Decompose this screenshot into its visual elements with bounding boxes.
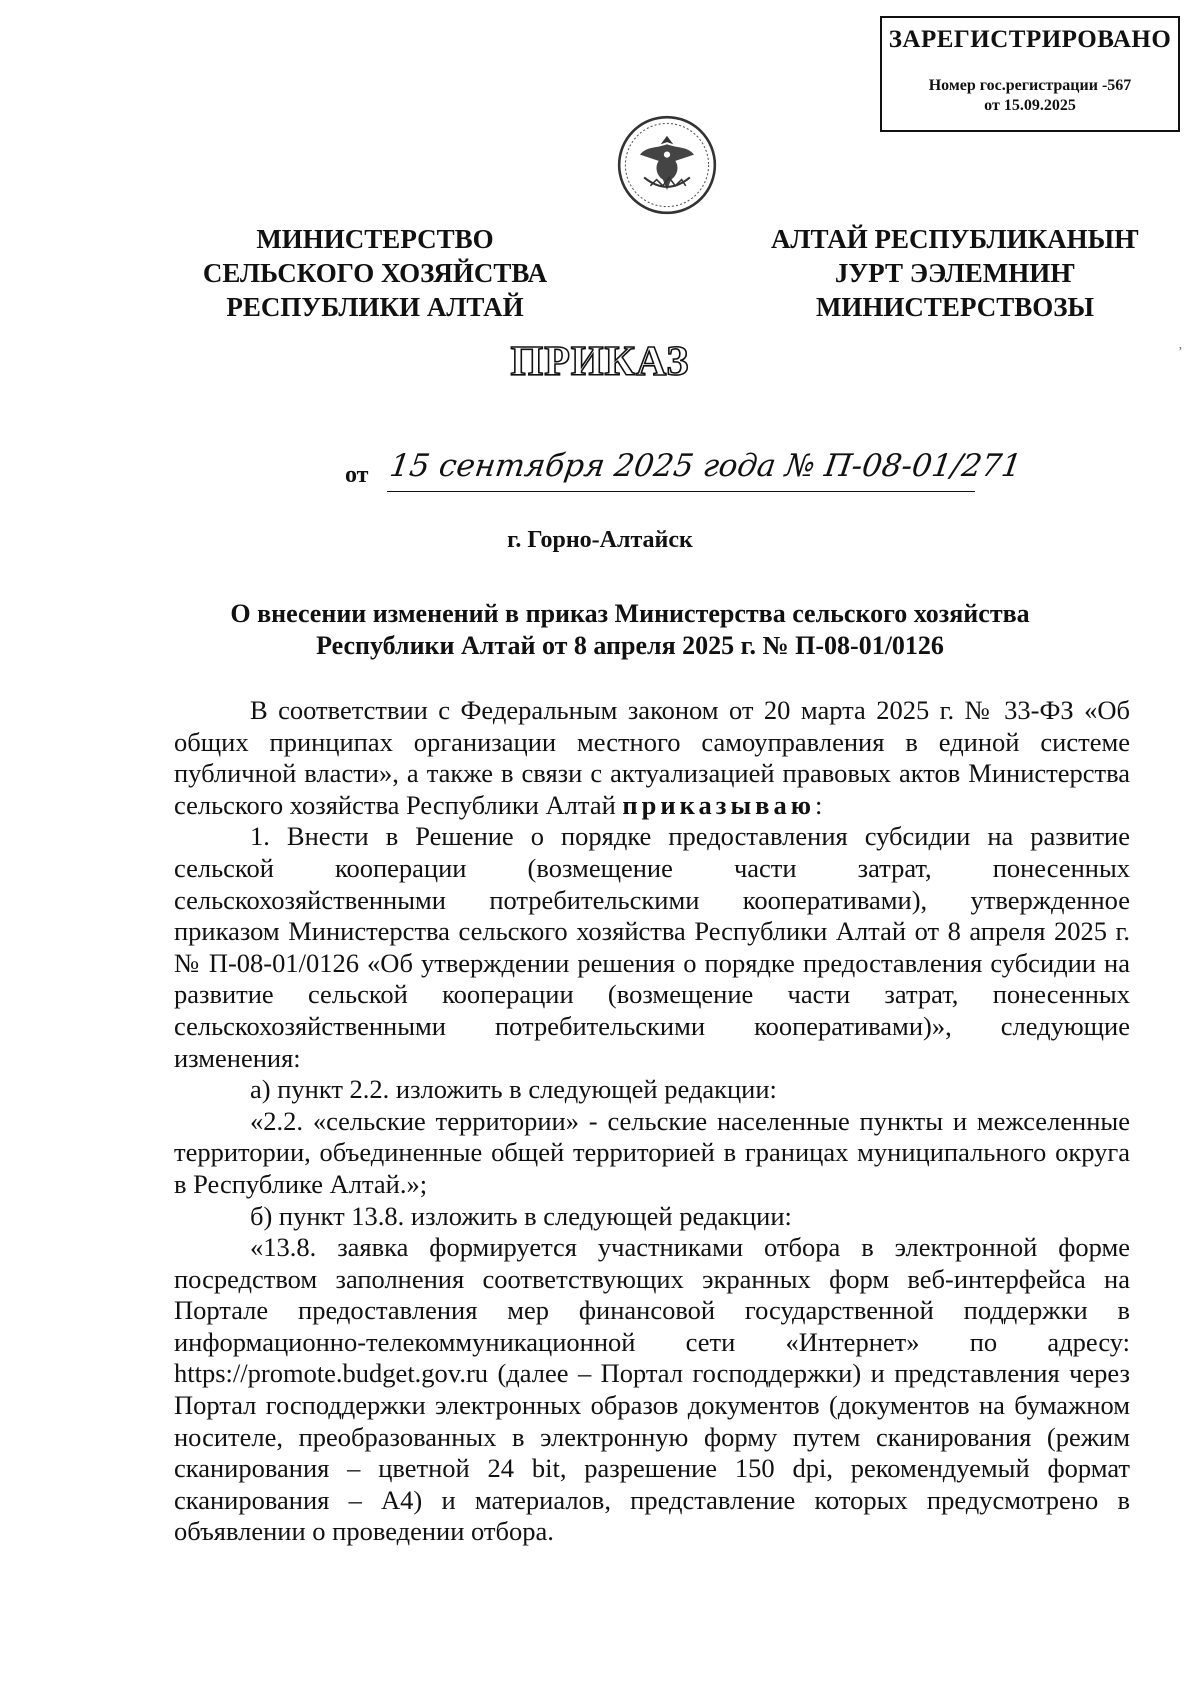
ministry-name-line: АЛТАЙ РЕСПУБЛИКАНЫҤ: [770, 224, 1140, 254]
preamble-end: :: [814, 789, 823, 820]
stamp-reg-number: Номер гос.регистрации -567: [928, 77, 1132, 94]
ministry-name-line: СЕЛЬСКОГО ХОЗЯЙСТВА: [202, 258, 548, 288]
ministry-name-russian: [190, 222, 560, 324]
registration-stamp: [880, 16, 1180, 132]
stamp-title: ЗАРЕГИСТРИРОВАНО: [888, 26, 1172, 53]
coat-of-arms-icon: [615, 113, 719, 217]
order-subject: [200, 598, 1060, 662]
order-date-line: [345, 448, 1024, 500]
date-prefix: от: [345, 462, 369, 488]
ministry-name-line: РЕСПУБЛИКИ АЛТАЙ: [226, 292, 524, 322]
document-type-title: ПРИКАЗ: [510, 339, 690, 385]
stamp-reg-date: от 15.09.2025: [984, 97, 1076, 114]
preamble-paragraph: [174, 695, 1130, 821]
ministry-name-line: МИНИСТЕРСТВО: [256, 224, 494, 254]
city-name: г. Горно-Алтайск: [507, 527, 693, 553]
order-verb: приказываю: [622, 789, 815, 820]
ministry-name-line: МИНИСТЕРСТВОЗЫ: [815, 292, 1095, 322]
body-paragraph: «13.8. заявка формируется участниками отбора в электронной форме посредством заполнения соответствующих экранных форм веб-интерфейса на Портале предоставления мер финансовой государственной поддержки в информационно-телекоммуникационной сети «Интернет» по адресу: https://promote.budget.gov.ru (далее – Портал господдержки) и представления через Портал господдержки электронных образов документов (документов на бумажном носителе, преобразованных в электронную форму путем сканирования (режим сканирования – цветной 24 bit, разрешение 150 dpi, рекомендуемый формат сканирования – А4) и материалов, представление которых предусмотрено в объявлении о проведении отбора.: [174, 1232, 1130, 1547]
subject-line: Республики Алтай от 8 апреля 2025 г. № П-08-01/0126: [316, 631, 944, 660]
ministry-name-line: ЈУРТ ЭЭЛЕМНИҤ: [834, 258, 1076, 288]
ministry-name-altai: [765, 222, 1145, 324]
subject-line: О внесении изменений в приказ Министерства сельского хозяйства: [230, 599, 1030, 628]
body-paragraph: а) пункт 2.2. изложить в следующей редакции:: [250, 1074, 777, 1105]
body-paragraph: б) пункт 13.8. изложить в следующей редакции:: [250, 1200, 792, 1231]
handwritten-date-number: 15 сентября 2025 года № П-08-01/271: [387, 448, 1024, 484]
body-paragraph: 1. Внести в Решение о порядке предоставления субсидии на развитие сельской кооперации (возмещение части затрат, понесенных сельскохозяйственными потребительскими кооперативами), утвержденное приказом Министерства сельского хозяйства Республики Алтай от 8 апреля 2025 г. № П-08-01/0126 «Об утверждении решения о порядке предоставления субсидии на развитие сельской кооперации (возмещение части затрат, понесенных сельскохозяйственными потребительскими кооперативами)», следующие изменения:: [174, 821, 1130, 1073]
preamble-text: В соответствии с Федеральным законом от 20 марта 2025 г. № 33-ФЗ «Об общих принципах организации местного самоуправления в единой системе публичной власти», а также в связи с актуализацией правовых актов Министерства сельского хозяйства Республики Алтай: [174, 695, 1130, 820]
scan-artifact: ʼ: [1178, 345, 1183, 360]
order-body: [174, 695, 1130, 1548]
date-underline: [387, 491, 975, 492]
body-paragraph: «2.2. «сельские территории» - сельские населенные пункты и межселенные территории, объединенные общей территорией в границах муниципального округа в Республике Алтай.»;: [174, 1105, 1130, 1199]
